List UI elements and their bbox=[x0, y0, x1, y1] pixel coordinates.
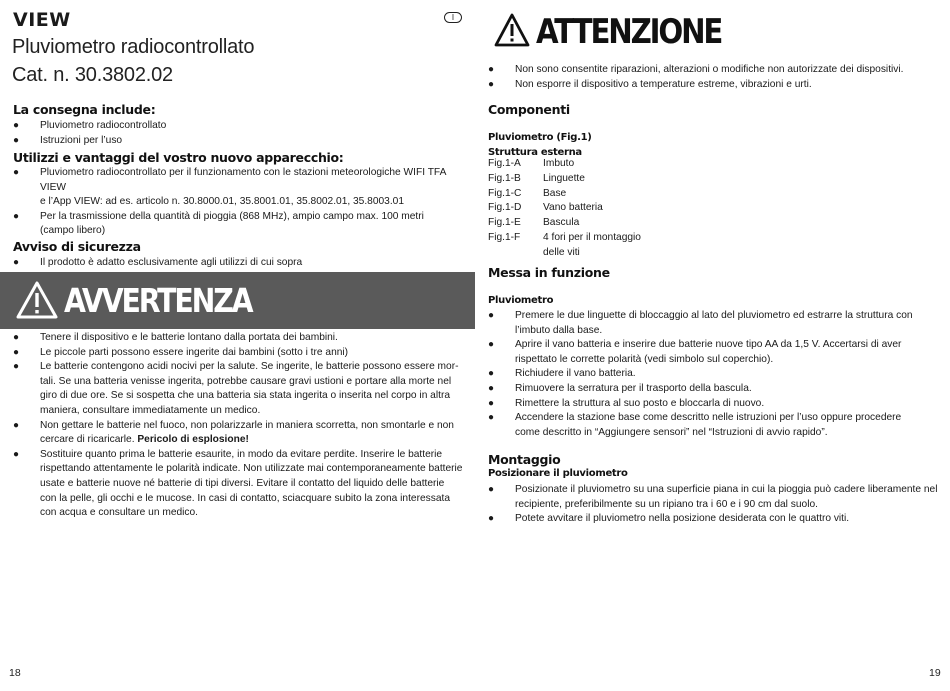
warning-list bbox=[13, 331, 471, 521]
bullet: ● bbox=[488, 78, 495, 90]
list-item: ● Pluviometro radiocontrollato bbox=[13, 119, 468, 134]
list-item: ● Sostituire quanto prima le batterie esaurite, in modo da evitare perdite. Inserire le batterie rispettando attentamente le polarità indicate. Non utilizzate mai contemporaneamente batterie usate e batterie nuove né batterie di tipi diversi. Evitare il contatto del liquido delle batterie con la pelle, gli occhi e le mucose. In casi di contatto, sciacquare subito la zona interessata con acqua e consultare un medico. bbox=[13, 448, 463, 519]
safety-list bbox=[13, 256, 468, 271]
bullet: ● bbox=[488, 382, 495, 394]
table-row: Fig.1-F 4 fori per il montaggio bbox=[488, 231, 641, 243]
table-row: Fig.1-C Base bbox=[488, 187, 567, 199]
attention-list bbox=[488, 63, 943, 92]
mounting-subheading: Posizionare il pluviometro bbox=[488, 468, 628, 479]
warning-icon bbox=[15, 280, 59, 320]
warning-banner bbox=[0, 272, 475, 329]
figure-table bbox=[488, 157, 673, 261]
rain-gauge-fig-heading: Pluviometro (Fig.1) bbox=[488, 132, 592, 143]
bullet: ● bbox=[13, 332, 20, 343]
list-item: ● Richiudere il vano batteria. bbox=[488, 367, 943, 382]
list-item: ● Rimettere la struttura al suo posto e bloccarla di nuovo. bbox=[488, 397, 943, 412]
list-item: ● Per la trasmissione della quantità di pioggia (868 MHz), ampio campo max. 100 metri (campo libero) bbox=[13, 210, 424, 237]
list-item: ● Accendere la stazione base come descritto nelle istruzioni per l’uso oppure procedere come descritto in “Aggiungere sensori” nel “Istruzioni di avvio rapido”. bbox=[488, 412, 902, 438]
list-item: ● Tenere il dispositivo e le batterie lontano dalla portata dei bambini. bbox=[13, 331, 471, 346]
attention-title: ATTENZIONE bbox=[536, 12, 722, 52]
startup-heading: Messa in funzione bbox=[488, 265, 610, 280]
catalog-number: Cat. n. 30.3802.02 bbox=[12, 64, 173, 86]
product-title: Pluviometro radiocontrollato bbox=[12, 36, 255, 58]
brand-logo: VIEW bbox=[13, 9, 71, 31]
page-number: 19 bbox=[929, 667, 941, 679]
table-row: delle viti bbox=[543, 246, 580, 258]
page-number: 18 bbox=[9, 667, 21, 679]
bullet: ● bbox=[13, 346, 20, 358]
outer-structure-heading: Struttura esterna bbox=[488, 147, 582, 158]
warning-title: AVVERTENZA bbox=[64, 281, 252, 320]
startup-list bbox=[488, 309, 943, 440]
list-item: ● Posizionate il pluviometro su una superficie piana in cui la pioggia può cadere liberamente nel recipiente, preferibilmente su un ripiano tra i 60 e i 90 cm dal suolo. bbox=[488, 484, 938, 510]
bullet: ● bbox=[13, 361, 20, 373]
mounting-list bbox=[488, 483, 946, 527]
list-item: ● Le batterie contengono acidi nocivi per la salute. Se ingerite, le batterie possono essere mor- tali. Se una batteria venisse ingerita, potrebbe causare gravi ustioni e portare alla morte nel giro di due ore. Se si sospetta che una batteria sia stata ingerita o inserita nel corpo in altra maniera, consultare immediatamente un medico. bbox=[13, 361, 459, 416]
package-list bbox=[13, 119, 468, 148]
table-row: Fig.1-A Imbuto bbox=[488, 158, 575, 169]
list-item: ● Non sono consentite riparazioni, alterazioni o modifiche non autorizzate dei dispositivi. bbox=[488, 63, 943, 78]
table-row: Fig.1-B Linguette bbox=[488, 172, 585, 184]
bullet: ● bbox=[13, 448, 20, 460]
uses-list bbox=[13, 166, 468, 239]
explosion-warning: Pericolo di esplosione! bbox=[137, 434, 249, 446]
bullet: ● bbox=[13, 120, 20, 131]
list-item: ● Le piccole parti possono essere ingerite dai bambini (sotto i tre anni) bbox=[13, 346, 471, 361]
uses-heading: Utilizzi e vantaggi del vostro nuovo apparecchio: bbox=[13, 150, 344, 165]
bullet: ● bbox=[488, 397, 495, 409]
bullet: ● bbox=[13, 419, 20, 431]
table-row: Fig.1-D Vano batteria bbox=[488, 202, 603, 214]
list-item: ● Potete avvitare il pluviometro nella posizione desiderata con le quattro viti. bbox=[488, 512, 946, 527]
mounting-heading: Montaggio bbox=[488, 452, 561, 467]
startup-subheading: Pluviometro bbox=[488, 295, 554, 306]
list-item: ● Non gettare le batterie nel fuoco, non polarizzarle in maniera scorretta, non smontarle e non cercare di ricaricarle. Pericolo di esplosione! bbox=[13, 419, 454, 446]
bullet: ● bbox=[13, 210, 20, 222]
list-item: ● Aprire il vano batteria e inserire due batterie nuove tipo AA da 1,5 V. Accertarsi di aver rispettato le corrette polarità (vedi simbolo sul coperchio). bbox=[488, 339, 902, 365]
list-item: ● Istruzioni per l’uso bbox=[13, 134, 468, 149]
bullet: ● bbox=[488, 412, 495, 424]
bullet: ● bbox=[488, 513, 495, 525]
components-heading: Componenti bbox=[488, 102, 570, 117]
bullet: ● bbox=[13, 257, 20, 268]
list-item: ● Il prodotto è adatto esclusivamente agli utilizzi di cui sopra bbox=[13, 256, 468, 271]
table-row: Fig.1-E Bascula bbox=[488, 217, 580, 229]
package-heading: La consegna include: bbox=[13, 102, 156, 117]
bullet: ● bbox=[13, 134, 20, 146]
bullet: ● bbox=[488, 368, 495, 380]
attention-icon bbox=[493, 12, 531, 48]
bullet: ● bbox=[13, 167, 20, 178]
bullet: ● bbox=[488, 339, 495, 351]
safety-heading: Avviso di sicurezza bbox=[13, 239, 141, 254]
bullet: ● bbox=[488, 64, 495, 75]
bullet: ● bbox=[488, 310, 495, 321]
list-item: ● Premere le due linguette di bloccaggio al lato del pluviometro ed estrarre la struttura con l’imbuto dalla base. bbox=[488, 310, 913, 336]
list-item: ● Non esporre il dispositivo a temperature estreme, vibrazioni e urti. bbox=[488, 78, 943, 93]
language-badge: I bbox=[444, 12, 462, 23]
bullet: ● bbox=[488, 484, 495, 495]
list-item: ● Rimuovere la serratura per il trasporto della bascula. bbox=[488, 382, 943, 397]
list-item: ● Pluviometro radiocontrollato per il funzionamento con le stazioni meteorologiche WIFI TFA VIEW e l’App VIEW: ad es. articolo n. 30.8000.01, 35.8001.01, 35.8002.01, 35.8003.01 bbox=[13, 167, 446, 208]
